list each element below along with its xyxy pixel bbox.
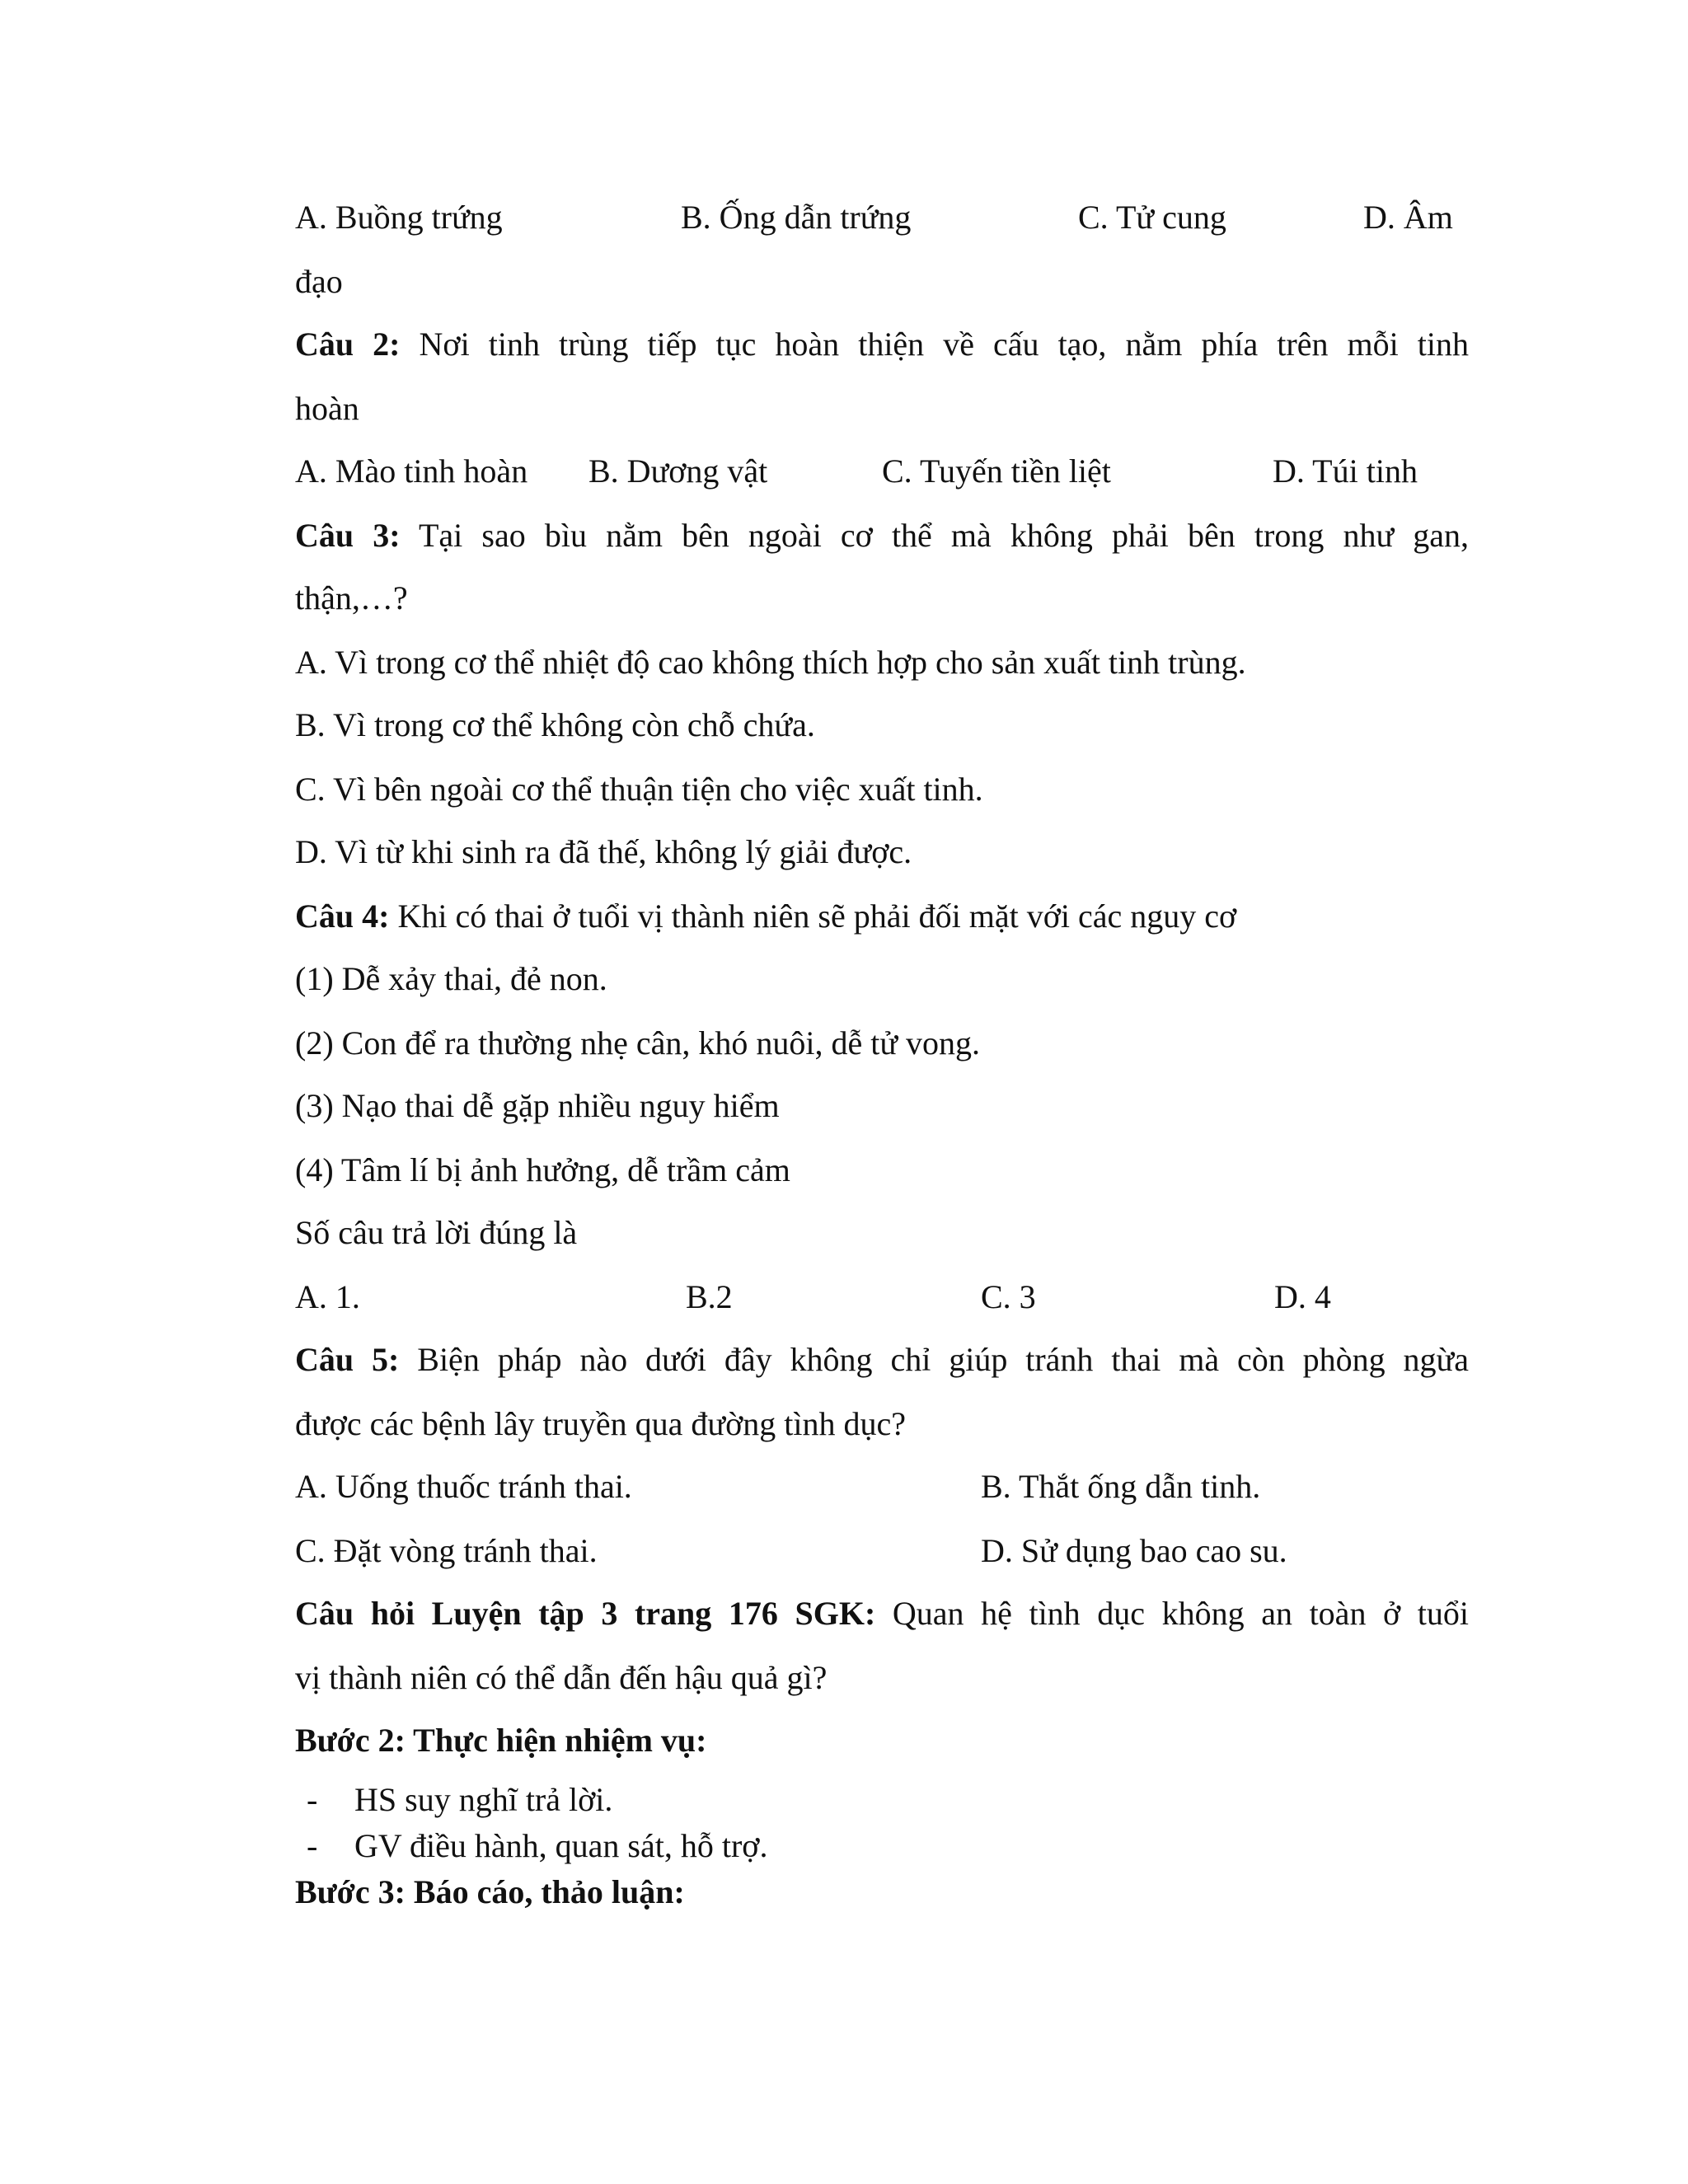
q1-option-d: D. Âm <box>1363 199 1453 236</box>
step2-title: Bước 2: Thực hiện nhiệm vụ: <box>295 1722 707 1759</box>
q3-text: Tại sao bìu nằm bên ngoài cơ thể mà không phải bên trong như gan, <box>418 517 1470 554</box>
practice-question-cont: vị thành niên có thể dẫn đến hậu quả gì? <box>295 1659 828 1696</box>
q4-option-b: B.2 <box>686 1278 733 1315</box>
practice-label: Câu hỏi Luyện tập 3 trang 176 SGK: <box>295 1595 876 1632</box>
q1-option-c: C. Tử cung <box>1078 199 1226 236</box>
q5-text: Biện pháp nào dưới đây không chỉ giúp tránh thai mà còn phòng ngừa <box>417 1341 1469 1378</box>
q2-text: Nơi tinh trùng tiếp tục hoàn thiện về cấu tạo, nằm phía trên mỗi tinh <box>419 326 1470 363</box>
q1-option-d-wrap: đạo <box>295 263 343 300</box>
q3-option-a: A. Vì trong cơ thể nhiệt độ cao không thích hợp cho sản xuất tinh trùng. <box>295 644 1246 681</box>
step3-title: Bước 3: Báo cáo, thảo luận: <box>295 1873 685 1910</box>
q4-option-a: A. 1. <box>295 1278 360 1315</box>
q5-label: Câu 5: <box>295 1341 400 1378</box>
q5-stem-cont: được các bệnh lây truyền qua đường tình dục? <box>295 1405 906 1442</box>
q5-option-b: B. Thắt ống dẫn tinh. <box>981 1468 1261 1505</box>
q2-stem-cont: hoàn <box>295 390 359 427</box>
bullet-dash-2: - <box>307 1827 318 1864</box>
q2-option-d: D. Túi tinh <box>1273 452 1418 490</box>
step2-heading <box>295 1721 1469 1760</box>
q4-item-4: (4) Tâm lí bị ảnh hưởng, dễ trầm cảm <box>295 1151 790 1188</box>
practice-text: Quan hệ tình dục không an toàn ở tuổi <box>892 1595 1470 1632</box>
q3-option-b: B. Vì trong cơ thể không còn chỗ chứa. <box>295 706 815 743</box>
q1-option-b: B. Ống dẫn trứng <box>681 199 912 236</box>
q3-label: Câu 3: <box>295 517 401 554</box>
q4-item-1: (1) Dễ xảy thai, đẻ non. <box>295 960 607 997</box>
q2-label: Câu 2: <box>295 326 401 363</box>
q4-item-3: (3) Nạo thai dễ gặp nhiều nguy hiểm <box>295 1087 780 1124</box>
q3-stem-cont: thận,…? <box>295 579 408 616</box>
q5-option-c: C. Đặt vòng tránh thai. <box>295 1532 598 1569</box>
q4-option-c: C. 3 <box>981 1278 1036 1315</box>
q5-option-d: D. Sử dụng bao cao su. <box>981 1532 1287 1569</box>
q4-text: Khi có thai ở tuổi vị thành niên sẽ phải đối mặt với các nguy cơ <box>397 898 1237 935</box>
q4-label: Câu 4: <box>295 898 390 935</box>
q3-stem <box>295 516 1469 555</box>
step2-bullet-1: HS suy nghĩ trả lời. <box>354 1781 613 1818</box>
q2-option-b: B. Dương vật <box>588 452 768 490</box>
q4-stem <box>295 897 1469 936</box>
bullet-dash-1: - <box>307 1781 318 1818</box>
q2-stem <box>295 325 1469 364</box>
q2-option-a: A. Mào tinh hoàn <box>295 452 528 490</box>
q3-option-d: D. Vì từ khi sinh ra đã thế, không lý giải được. <box>295 833 912 870</box>
q4-item-2: (2) Con để ra thường nhẹ cân, khó nuôi, dễ tử vong. <box>295 1024 981 1062</box>
q3-option-c: C. Vì bên ngoài cơ thể thuận tiện cho việc xuất tinh. <box>295 771 983 808</box>
step2-bullet-2: GV điều hành, quan sát, hỗ trợ. <box>354 1827 768 1864</box>
practice-question <box>295 1594 1469 1633</box>
q5-stem <box>295 1340 1469 1380</box>
q5-option-a: A. Uống thuốc tránh thai. <box>295 1468 632 1505</box>
q4-option-d: D. 4 <box>1274 1278 1331 1315</box>
q4-prompt: Số câu trả lời đúng là <box>295 1214 578 1251</box>
q1-option-a: A. Buồng trứng <box>295 199 503 236</box>
q2-option-c: C. Tuyến tiền liệt <box>882 452 1111 490</box>
step3-heading <box>295 1872 1469 1912</box>
